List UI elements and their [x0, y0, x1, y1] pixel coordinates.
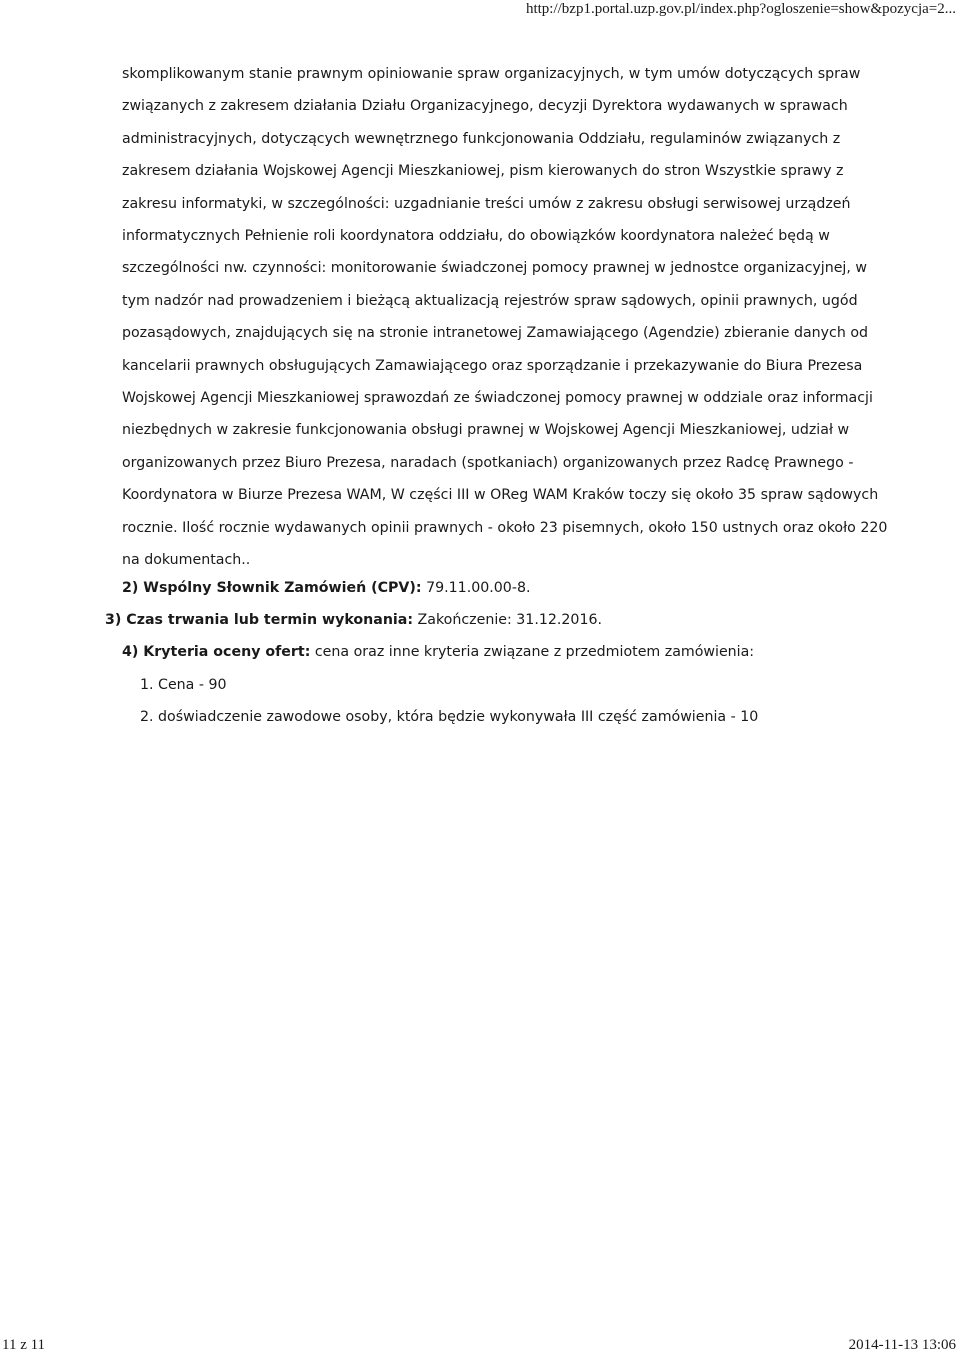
criteria-item-experience: 2. doświadczenie zawodowe osoby, która będzie wykonywała III część zamówienia - 10	[140, 709, 759, 725]
page-number: 11 z 11	[2, 1337, 46, 1353]
criteria-value: cena oraz inne kryteria związane z przedmiotem zamówienia:	[310, 644, 755, 660]
page-url: http://bzp1.portal.uzp.gov.pl/index.php?ogloszenie=show&pozycja=2...	[525, 1, 956, 17]
duration-label: 3) Czas trwania lub termin wykonania:	[105, 612, 414, 628]
duration-row	[105, 610, 602, 630]
criteria-label: 4) Kryteria oceny ofert:	[122, 644, 311, 660]
criteria-item-price: 1. Cena - 90	[140, 677, 227, 693]
description-paragraph: skomplikowanym stanie prawnym opiniowanie spraw organizacyjnych, w tym umów dotyczących spraw związanych z zakresem działania Działu Organizacyjnego, decyzji Dyrektora wydawanych w sprawach administracyjnych, dotyczących wewnętrznego funkcjonowania Oddziału, regulaminów związanych z zakresem działania Wojskowej Agencji Mieszkaniowej, pism kierowanych do stron Wszystkie sprawy z zakresu informatyki, w szczególności: uzgadnianie treści umów z zakresu obsługi serwisowej urządzeń informatycznych Pełnienie roli koordynatora oddziału, do obowiązków koordynatora należeć będą w szczególności nw. czynności: monitorowanie świadczonej pomocy prawnej w jednostce organizacyjnej, w tym nadzór nad prowadzeniem i bieżącą aktualizacją rejestrów spraw sądowych, opinii prawnych, ugód pozasądowych, znajdujących się na stronie intranetowej Zamawiającego (Agendzie) zbieranie danych od kancelarii prawnych obsługujących Zamawiającego oraz sporządzanie i przekazywanie do Biura Prezesa Wojskowej Agencji Mieszkaniowej sprawozdań ze świadczonej pomocy prawnej w oddziale oraz informacji niezbędnych w zakresie funkcjonowania obsługi prawnej w Wojskowej Agencji Mieszkaniowej, udział w organizowanych przez Biuro Prezesa, naradach (spotkaniach) organizowanych przez Radcę Prawnego - Koordynatora w Biurze Prezesa WAM, W części III w OReg WAM Kraków toczy się około 35 spraw sądowych rocznie. Ilość rocznie wydawanych opinii prawnych - około 23 pisemnych, około 150 ustnych oraz około 220 na dokumentach..	[122, 66, 888, 569]
cpv-row	[122, 578, 531, 598]
cpv-label: 2) Wspólny Słownik Zamówień (CPV):	[122, 580, 422, 596]
cpv-value: 79.11.00.00-8.	[421, 580, 531, 596]
criteria-row	[122, 642, 754, 662]
duration-value: Zakończenie: 31.12.2016.	[413, 612, 603, 628]
print-timestamp: 2014-11-13 13:06	[848, 1337, 956, 1353]
